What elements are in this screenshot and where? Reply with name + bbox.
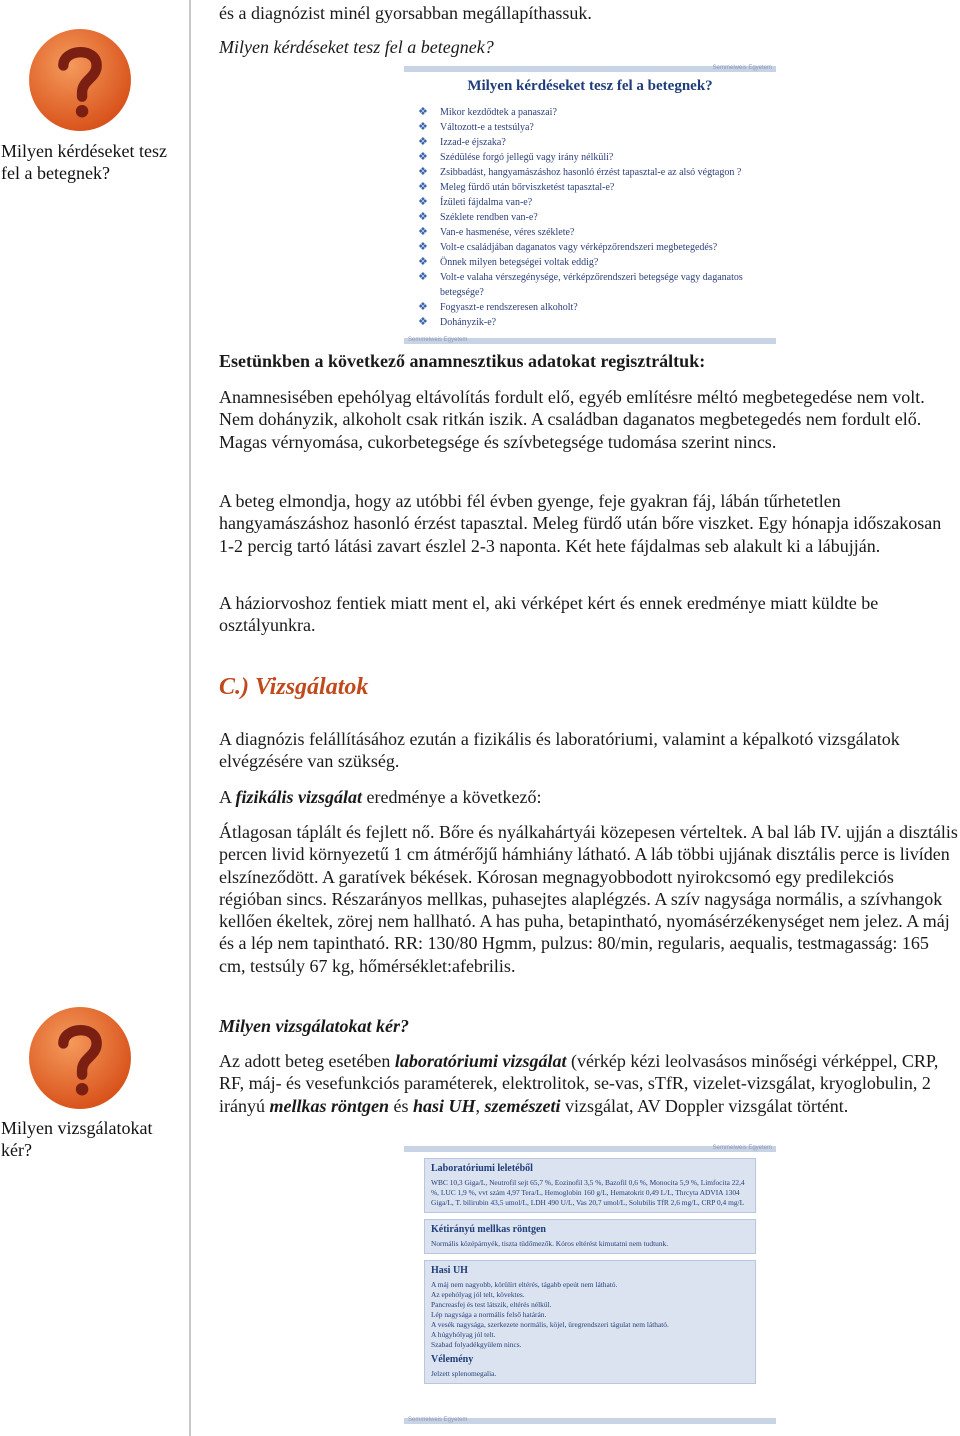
question-mark-icon xyxy=(28,1006,132,1110)
question-item xyxy=(418,120,776,135)
question-item xyxy=(418,135,776,150)
question-text: Izzad-e éjszaka? xyxy=(440,137,506,148)
question-item xyxy=(418,210,776,225)
question-item xyxy=(418,315,776,330)
question-text: Önnek milyen betegségei voltak eddig? xyxy=(440,257,599,268)
text-run: eredménye a következő: xyxy=(362,787,542,807)
question-heading-1: Milyen kérdéseket tesz fel a betegnek? xyxy=(219,37,494,57)
chest-xray-text: Normális középárnyék, tiszta tüdőmezők. Kóros eltérést kimutatni nem tudtunk. xyxy=(431,1239,669,1248)
eye-exam-emphasis: szemészeti xyxy=(484,1095,561,1116)
sidebar-label-questions: Milyen kérdéseket tesz fel a betegnek? xyxy=(1,141,167,183)
diamond-bullet-icon: ❖ xyxy=(418,256,428,268)
question-list xyxy=(404,105,776,330)
question-item xyxy=(418,150,776,165)
diamond-bullet-icon: ❖ xyxy=(418,211,428,223)
text-run: és xyxy=(389,1095,413,1116)
text-run: , xyxy=(475,1095,485,1116)
question-text: Fogyaszt-e rendszeresen alkoholt? xyxy=(440,302,578,313)
slide-watermark: Semmelweis Egyetem xyxy=(408,1417,468,1423)
text-run: A xyxy=(219,787,236,807)
exam-paragraph-1: A diagnózis felállításához ezután a fizikális és laboratóriumi, valamint a képalkotó vizsgálatok elvégzésére van szükség. xyxy=(219,729,900,772)
question-text: Széklete rendben van-e? xyxy=(440,212,538,223)
question-text: Van-e hasmenése, véres széklete? xyxy=(440,227,575,238)
anamnesis-paragraph-2: A beteg elmondja, hogy az utóbbi fél évben gyenge, feje gyakran fáj, lábán tűrhetetlen hangyamászáshoz hasonló érzést tapasztal. Meleg fürdő után bőre viszket. Egy hónapja időszakosan 1-2 percig tartó látási zavart észlel 2-3 naponta. Két hete fájdalmas seb alakult ki a lábujján. xyxy=(219,491,942,556)
text-run: (vérkép kézi leolvasásos minőségi vérképpel, CRP, RF, máj- és vesefunkciós paraméterek, elektrolitok, se-vas, sTfR, vizelet-vizsgálat, kryoglobulin, 2 irányú xyxy=(219,1051,939,1116)
ultrasound-finding: Az epehólyag jól telt, kövektes. xyxy=(431,1290,525,1299)
sidebar-label-tests: Milyen vizsgálatokat kér? xyxy=(1,1118,153,1160)
chest-xray-title: Kétirányú mellkas röntgen xyxy=(431,1224,546,1235)
ultrasound-finding: A húgyhólyag jól telt. xyxy=(431,1330,496,1339)
abdominal-us-emphasis: hasi UH xyxy=(413,1095,476,1116)
lab-results-title: Laboratóriumi leletéből xyxy=(431,1163,533,1174)
anamnesis-heading: Esetünkben a következő anamnesztikus adatokat regisztráltuk: xyxy=(219,351,706,371)
question-item xyxy=(418,240,776,255)
question-text: Változott-e a testsúlya? xyxy=(440,122,534,133)
text-run: vizsgálat, AV Doppler vizsgálat történt. xyxy=(560,1095,849,1116)
question-item xyxy=(418,180,776,195)
lab-results-slide xyxy=(404,1146,776,1424)
question-item xyxy=(418,225,776,240)
abdominal-us-title: Hasi UH xyxy=(431,1265,468,1276)
opinion-text: Jelzett splenomegalia. xyxy=(431,1369,497,1378)
ultrasound-finding: Szabad folyadékgyülem nincs. xyxy=(431,1340,522,1349)
ultrasound-finding: Lép nagysága a normális felső határán. xyxy=(431,1310,547,1319)
question-text: Ízületi fájdalma van-e? xyxy=(440,197,533,208)
diamond-bullet-icon: ❖ xyxy=(418,316,428,328)
diamond-bullet-icon: ❖ xyxy=(418,196,428,208)
abdominal-us-findings xyxy=(431,1280,749,1350)
lab-results-text: WBC 10,3 Giga/L, Neutrofil sejt 65,7 %, Eozinofil 3,5 %, Bazofil 0,6 %, Monocita 5,9 %, Limfocita 22,4 %, LUC 1,9 %, vvt szám 4,97 Tera/L, Hemoglobin 160 g/L, Hematokrit 0,49 L/L, Thrcyta ADVIA 1304 Giga/L, T. bilirubin 43,5 umol/L, LDH 490 U/L, Vas 20,7 umol/L, Solubilis TfR 2,6 mg/L, CRP 0,4 mg/L xyxy=(431,1178,745,1207)
question-text: Volt-e családjában daganatos vagy vérképzőrendszeri megbetegedés? xyxy=(440,242,718,253)
diamond-bullet-icon: ❖ xyxy=(418,121,428,133)
abdominal-us-box xyxy=(424,1260,756,1384)
intro-line: és a diagnózist minél gyorsabban megállapíthassuk. xyxy=(219,3,592,23)
diamond-bullet-icon: ❖ xyxy=(418,301,428,313)
anamnesis-paragraph-3: A háziorvoshoz fentiek miatt ment el, aki vérképet kért és ennek eredménye miatt küldte be osztályunkra. xyxy=(219,593,879,636)
lab-test-emphasis: laboratóriumi vizsgálat xyxy=(394,1051,567,1071)
question-text: Volt-e valaha vérszegénysége, vérképzőrendszeri betegsége vagy daganatos betegsége? xyxy=(440,272,743,298)
diamond-bullet-icon: ❖ xyxy=(418,241,428,253)
slide-header-bar xyxy=(404,1146,776,1152)
margin-divider xyxy=(189,0,191,1436)
slide-header-bar xyxy=(404,66,776,72)
exam-paragraph-2 xyxy=(219,786,959,808)
questions-slide xyxy=(404,66,776,344)
slide-watermark: Semmelweis Egyetem xyxy=(712,1145,772,1151)
diamond-bullet-icon: ❖ xyxy=(418,136,428,148)
opinion-title: Vélemény xyxy=(431,1354,474,1365)
question-text: Mikor kezdődtek a panaszai? xyxy=(440,107,557,118)
diamond-bullet-icon: ❖ xyxy=(418,226,428,238)
slide-footer-bar xyxy=(404,338,776,344)
question-text: Szédülése forgó jellegű vagy irány nélküli? xyxy=(440,152,614,163)
diamond-bullet-icon: ❖ xyxy=(418,271,428,283)
slide-footer-bar xyxy=(404,1418,776,1424)
tests-paragraph xyxy=(219,1050,959,1117)
question-item xyxy=(418,105,776,120)
question-item xyxy=(418,255,776,270)
question-text: Zsibbadást, hangyamászáshoz hasonló érzést tapasztal-e az alsó végtagon ? xyxy=(440,167,742,178)
chest-xray-box xyxy=(424,1219,756,1254)
exam-paragraph-3: Átlagosan táplált és fejlett nő. Bőre és nyálkahártyái közepesen vérteltek. A bal láb IV. ujján a disztális percen livid környezetű 1 cm átmérőjű hámhiány látható. A láb többi ujjának disztális perce is livíden elszíneződött. A garatívek békések. Kórosan megnagyobbodott nyirokcsomó egy predilekciós régióban sincs. Részarányos mellkas, puhasejtes alaplégzés. A szív nagysága normális, a szívhangok kellően ékeltek, zörej nem hallható. A has puha, betapintható, nyomásérzékenységet nem jelez. A máj és a lép nem tapintható. RR: 130/80 Hgmm, pulzus: 80/min, regularis, aequalis, testmagasság: 165 cm, testsúly 67 kg, hőmérséklet:afebrilis. xyxy=(219,822,958,976)
ultrasound-finding: Pancreasfej és test látszik, eltérés nélkül. xyxy=(431,1300,552,1309)
ultrasound-finding: A vesék nagysága, szerkezete normális, köjel, üregrendszeri tágulat nem látható. xyxy=(431,1320,669,1329)
question-item xyxy=(418,195,776,210)
question-text: Dohányzik-e? xyxy=(440,317,497,328)
question-item xyxy=(418,165,776,180)
diamond-bullet-icon: ❖ xyxy=(418,106,428,118)
anamnesis-paragraph-1: Anamnesisében epehólyag eltávolítás fordult elő, egyéb említésre méltó megbetegedése nem volt. Nem dohányzik, alkoholt csak ritkán iszik. A családban daganatos megbetegedés nem fordult elő. Magas vérnyomása, cukorbetegsége és szívbetegsége tudomása szerint nincs. xyxy=(219,387,925,452)
ultrasound-finding: A máj nem nagyobb, körülírt eltérés, tágabb epeút nem látható. xyxy=(431,1280,618,1289)
physical-exam-emphasis: fizikális vizsgálat xyxy=(235,787,363,807)
lab-results-box xyxy=(424,1158,756,1213)
question-heading-2: Milyen vizsgálatokat kér? xyxy=(219,1016,409,1036)
question-mark-icon xyxy=(28,28,132,132)
diamond-bullet-icon: ❖ xyxy=(418,181,428,193)
diamond-bullet-icon: ❖ xyxy=(418,151,428,163)
chest-xray-emphasis: mellkas röntgen xyxy=(269,1095,389,1116)
question-item xyxy=(418,270,776,300)
question-item xyxy=(418,300,776,315)
question-text: Meleg fürdő után bőrviszketést tapasztal-e? xyxy=(440,182,615,193)
slide-watermark: Semmelweis Egyetem xyxy=(712,65,772,71)
slide-title: Milyen kérdéseket tesz fel a betegnek? xyxy=(467,78,713,94)
diamond-bullet-icon: ❖ xyxy=(418,166,428,178)
section-c-heading: C.) Vizsgálatok xyxy=(219,674,369,700)
slide-watermark: Semmelweis Egyetem xyxy=(408,337,468,343)
text-run: Az adott beteg esetében xyxy=(219,1051,395,1071)
